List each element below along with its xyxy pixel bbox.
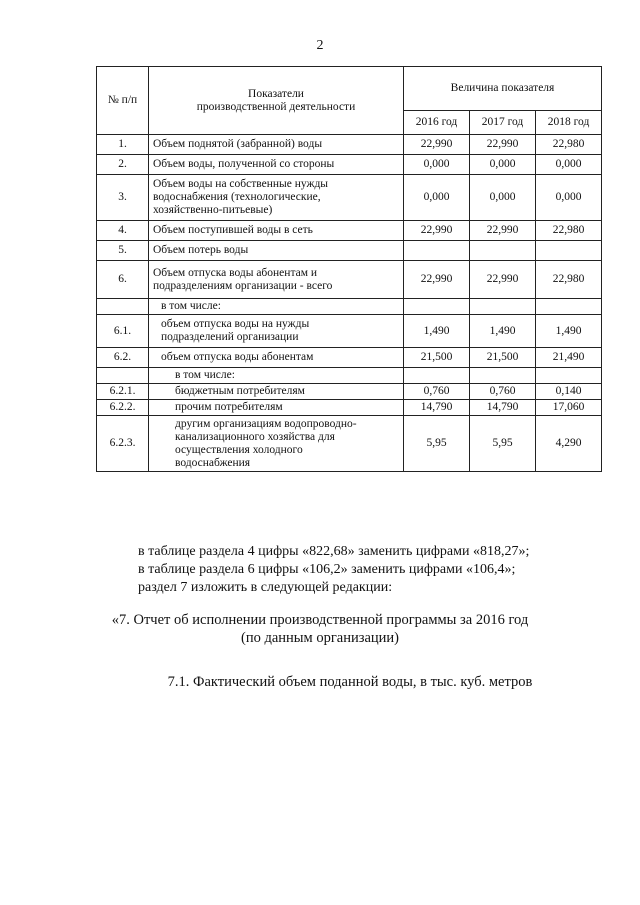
value-2018	[536, 241, 602, 261]
header-year-2017: 2017 год	[470, 111, 536, 135]
section-title-line1: «7. Отчет об исполнении производственной программы за 2016 год	[111, 612, 529, 628]
paragraph-3: раздел 7 изложить в следующей редакции:	[138, 580, 393, 595]
table-header-row	[97, 67, 602, 111]
production-indicators-table	[96, 66, 602, 472]
table-row	[97, 368, 602, 384]
table-row	[97, 400, 602, 416]
value-2017: 0,760	[470, 384, 536, 400]
table-row	[97, 135, 602, 155]
table-row	[97, 221, 602, 241]
value-2017: 14,790	[470, 400, 536, 416]
value-2016	[404, 299, 470, 315]
value-2017: 22,990	[470, 221, 536, 241]
row-number: 3.	[97, 175, 149, 221]
table-row	[97, 155, 602, 175]
paragraph-1: в таблице раздела 4 цифры «822,68» заменить цифрами «818,27»;	[138, 544, 530, 559]
value-2017: 21,500	[470, 348, 536, 368]
header-indicator-line1: Показатели	[248, 87, 304, 100]
row-number: 6.2.	[97, 348, 149, 368]
value-2016: 21,500	[404, 348, 470, 368]
subsection-title: 7.1. Фактический объем поданной воды, в тыс. куб. метров	[167, 674, 533, 690]
indicator-line: Объем воды на собственные нужды	[153, 178, 329, 190]
value-2017	[470, 368, 536, 384]
table-row	[97, 299, 602, 315]
indicator-line: подразделениям организации - всего	[153, 279, 333, 292]
row-indicator	[149, 416, 404, 472]
value-2016: 22,990	[404, 261, 470, 299]
value-2018	[536, 299, 602, 315]
row-number: 6.2.1.	[97, 384, 149, 400]
value-2016	[404, 241, 470, 261]
value-2017: 0,000	[470, 155, 536, 175]
value-2016: 22,990	[404, 135, 470, 155]
value-2017: 0,000	[470, 175, 536, 221]
value-2018: 22,980	[536, 261, 602, 299]
value-2018: 4,290	[536, 416, 602, 472]
row-number	[97, 299, 149, 315]
value-2018: 22,980	[536, 221, 602, 241]
value-2016: 1,490	[404, 315, 470, 348]
indicator-line: другим организациям водопроводно-	[175, 417, 357, 430]
indicator-line: Объем поступившей воды в сеть	[153, 224, 313, 236]
value-2017: 1,490	[470, 315, 536, 348]
row-indicator	[149, 348, 404, 368]
value-2017: 5,95	[470, 416, 536, 472]
value-2016: 0,760	[404, 384, 470, 400]
header-indicator	[149, 67, 404, 135]
paragraph-2: в таблице раздела 6 цифры «106,2» заменить цифрами «106,4»;	[138, 562, 516, 577]
value-2016: 0,000	[404, 175, 470, 221]
value-2018: 1,490	[536, 315, 602, 348]
indicator-line: водоснабжения (технологические,	[153, 191, 321, 203]
row-indicator	[149, 135, 404, 155]
indicator-line: водоснабжения	[175, 456, 251, 469]
value-2016: 22,990	[404, 221, 470, 241]
value-2017: 22,990	[470, 135, 536, 155]
value-2018: 17,060	[536, 400, 602, 416]
indicator-line: осуществления холодного	[175, 443, 303, 456]
indicator-line: Объем воды, полученной со стороны	[153, 158, 335, 170]
row-number: 6.2.3.	[97, 416, 149, 472]
indicator-line: объем отпуска воды на нужды	[161, 318, 310, 330]
indicator-line: Объем отпуска воды абонентам и	[153, 266, 318, 279]
value-2016: 0,000	[404, 155, 470, 175]
indicator-line: канализационного хозяйства для	[175, 430, 335, 443]
row-indicator	[149, 368, 404, 384]
value-2017	[470, 299, 536, 315]
indicator-line: прочим потребителям	[175, 401, 283, 413]
value-2018: 0,000	[536, 175, 602, 221]
value-2018: 22,980	[536, 135, 602, 155]
header-value-group: Величина показателя	[404, 67, 602, 111]
value-2018	[536, 368, 602, 384]
row-indicator	[149, 384, 404, 400]
row-indicator	[149, 261, 404, 299]
value-2018: 0,140	[536, 384, 602, 400]
table-row	[97, 315, 602, 348]
table-row	[97, 175, 602, 221]
table-row	[97, 261, 602, 299]
value-2018: 0,000	[536, 155, 602, 175]
value-2016	[404, 368, 470, 384]
page-number: 2	[316, 38, 324, 53]
row-number: 6.1.	[97, 315, 149, 348]
section-title-line2: (по данным организации)	[240, 630, 399, 646]
row-indicator	[149, 315, 404, 348]
row-number: 6.	[97, 261, 149, 299]
row-number: 5.	[97, 241, 149, 261]
value-2018: 21,490	[536, 348, 602, 368]
row-number: 1.	[97, 135, 149, 155]
row-number	[97, 368, 149, 384]
table-row	[97, 384, 602, 400]
indicator-line: объем отпуска воды абонентам	[161, 351, 314, 363]
row-indicator	[149, 221, 404, 241]
row-number: 4.	[97, 221, 149, 241]
row-indicator	[149, 400, 404, 416]
indicator-line: Объем потерь воды	[153, 244, 249, 256]
row-number: 2.	[97, 155, 149, 175]
indicator-line: Объем поднятой (забранной) воды	[153, 138, 323, 150]
header-year-2018: 2018 год	[536, 111, 602, 135]
header-year-2016: 2016 год	[404, 111, 470, 135]
value-2016: 5,95	[404, 416, 470, 472]
value-2016: 14,790	[404, 400, 470, 416]
row-number: 6.2.2.	[97, 400, 149, 416]
table-row	[97, 348, 602, 368]
row-indicator	[149, 155, 404, 175]
row-indicator	[149, 299, 404, 315]
indicator-line: бюджетным потребителям	[175, 385, 305, 397]
indicator-line: в том числе:	[161, 300, 221, 312]
header-indicator-line2: производственной деятельности	[196, 100, 356, 113]
table-row	[97, 241, 602, 261]
indicator-line: подразделений организации	[161, 331, 299, 343]
table-row	[97, 416, 602, 472]
row-indicator	[149, 175, 404, 221]
value-2017: 22,990	[470, 261, 536, 299]
indicator-line: хозяйственно-питьевые)	[153, 204, 273, 216]
header-number: № п/п	[97, 67, 149, 135]
indicator-line: в том числе:	[175, 369, 235, 381]
row-indicator	[149, 241, 404, 261]
value-2017	[470, 241, 536, 261]
